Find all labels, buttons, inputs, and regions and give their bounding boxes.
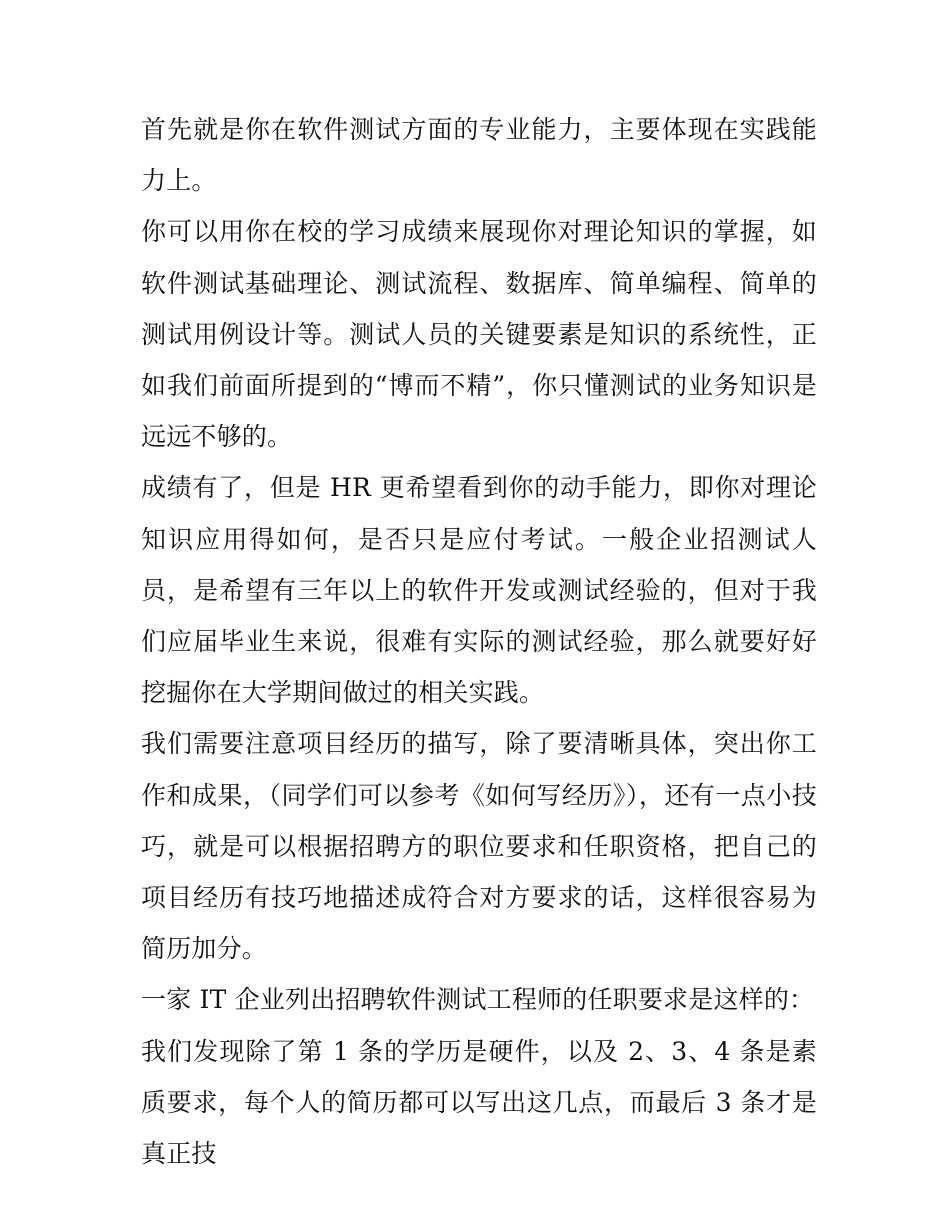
paragraph-5: 一家 IT 企业列出招聘软件测试工程师的任职要求是这样的：	[141, 985, 815, 1015]
paragraph-3: 成绩有了，但是 HR 更希望看到你的动手能力，即你对理论知识应用得如何，是否只是应付考试。一般企业招测试人员，是希望有三年以上的软件开发或测试经验的，但对于我们应届毕业生来说，很难有实际的测试经验，那么就要好好挖掘你在大学期间做过的相关实践。	[141, 473, 817, 708]
paragraph-2: 你可以用你在校的学习成绩来展现你对理论知识的掌握，如软件测试基础理论、测试流程、数据库、简单编程、简单的测试用例设计等。测试人员的关键要素是知识的系统性，正如我们前面所提到的“博而不精”，你只懂测试的业务知识是远远不够的。	[141, 217, 817, 452]
paragraph-6: 我们发现除了第 1 条的学历是硬件，以及 2、3、4 条是素质要求，每个人的简历都可以写出这几点，而最后 3 条才是真正技	[141, 1036, 817, 1169]
paragraph-4: 我们需要注意项目经历的描写，除了要清晰具体，突出你工作和成果，（同学们可以参考《如何写经历》），还有一点小技巧，就是可以根据招聘方的职位要求和任职资格，把自己的项目经历有技巧地描述成符合对方要求的话，这样很容易为简历加分。	[141, 729, 817, 964]
document-body	[141, 104, 817, 1179]
paragraph-1: 首先就是你在软件测试方面的专业能力，主要体现在实践能力上。	[141, 115, 817, 196]
